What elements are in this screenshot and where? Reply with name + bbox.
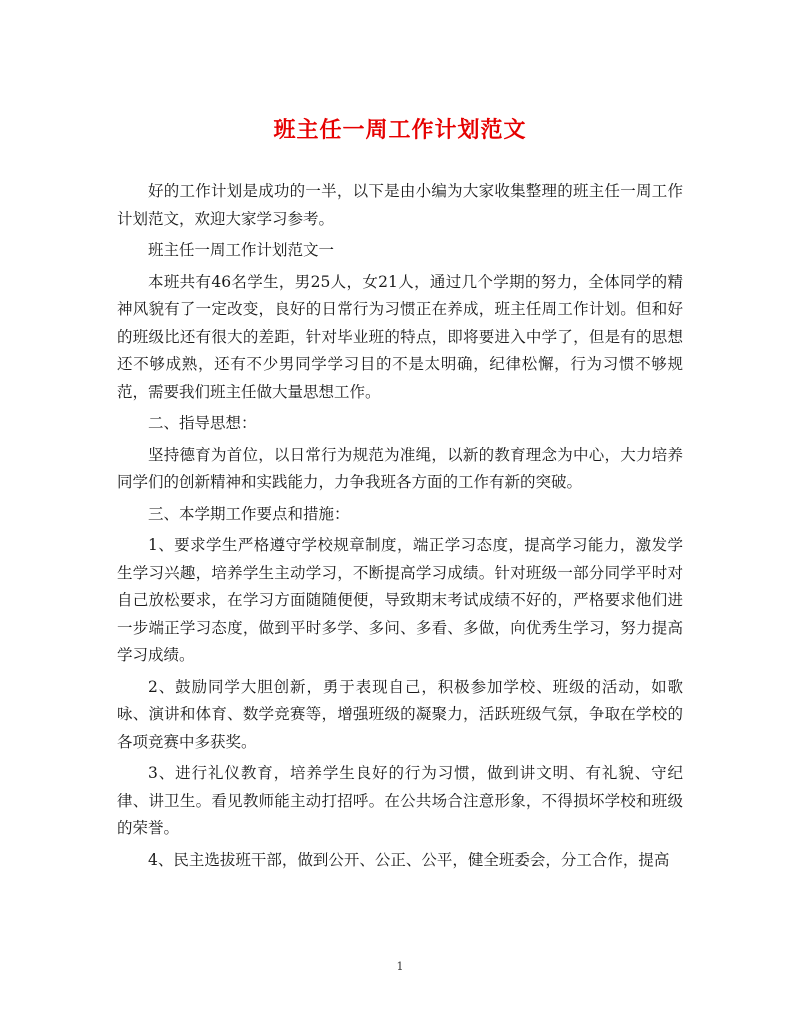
paragraph-class-overview: 本班共有46名学生，男25人，女21人，通过几个学期的努力，全体同学的精神风貌有了一定改变，良好的日常行为习惯正在养成，班主任周工作计划。但和好的班级比还有很大的差距，针对毕业班的特点，即将要进入中学了，但是有的思想还不够成熟，还有不少男同学学习目的不是太明确，纪律松懈，行为习惯不够规范，需要我们班主任做大量思想工作。 <box>117 272 683 401</box>
document-body <box>117 178 683 878</box>
paragraph-point-1: 1、要求学生严格遵守学校规章制度，端正学习态度，提高学习能力，激发学生学习兴趣，培养学生主动学习，不断提高学习成绩。针对班级一部分同学平时对自己放松要求，在学习方面随随便便，导致期末考试成绩不好的，严格要求他们进一步端正学习态度，做到平时多学、多问、多看、多做，向优秀生学习，努力提高学习成绩。 <box>117 536 683 664</box>
paragraph-heading-guiding-thought: 二、指导思想： <box>148 414 257 432</box>
paragraph-subtitle: 班主任一周工作计划范文一 <box>148 241 335 259</box>
paragraph-point-3: 3、进行礼仪教育，培养学生良好的行为习惯，做到讲文明、有礼貌、守纪律、讲卫生。看见教师能主动打招呼。在公共场合注意形象，不得损坏学校和班级的荣誉。 <box>117 764 683 837</box>
page-number: 1 <box>396 960 404 973</box>
paragraph-point-2: 2、鼓励同学大胆创新，勇于表现自己，积极参加学校、班级的活动，如歌咏、演讲和体育、数学竞赛等，增强班级的凝聚力，活跃班级气氛，争取在学校的各项竞赛中多获奖。 <box>117 677 683 751</box>
paragraph-point-4: 4、民主选拔班干部，做到公开、公正、公平，健全班委会，分工合作，提高 <box>148 850 670 869</box>
document-title: 班主任一周工作计划范文 <box>273 117 527 143</box>
paragraph-intro: 好的工作计划是成功的一半，以下是由小编为大家收集整理的班主任一周工作计划范文，欢迎大家学习参考。 <box>117 182 683 228</box>
paragraph-guiding-thought: 坚持德育为首位，以日常行为规范为准绳，以新的教育理念为中心，大力培养同学们的创新精神和实践能力，力争我班各方面的工作有新的突破。 <box>117 445 683 491</box>
paragraph-heading-key-points: 三、本学期工作要点和措施： <box>148 504 350 523</box>
